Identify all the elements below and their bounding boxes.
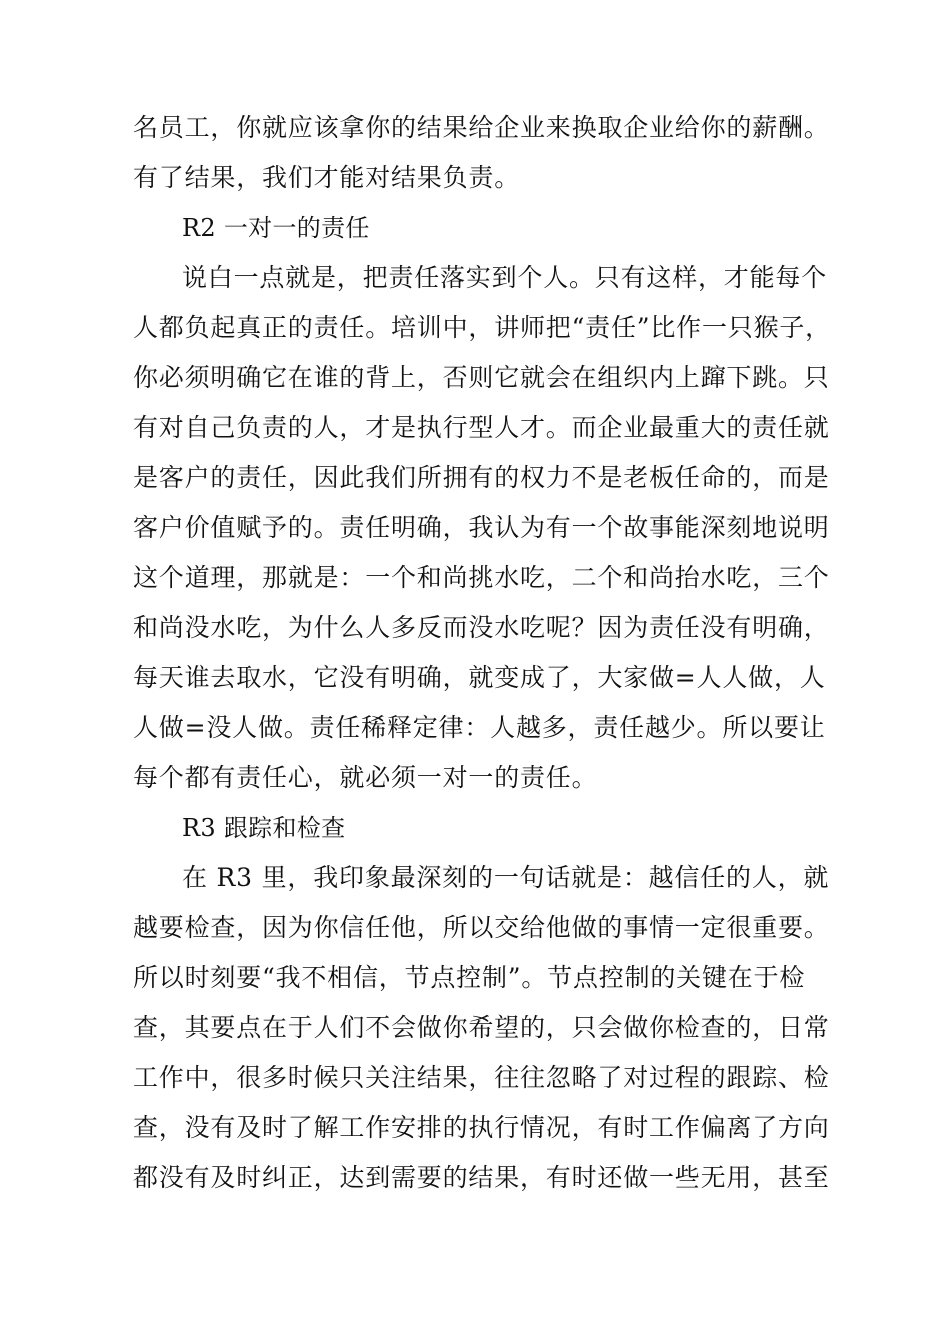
paragraph-2-line-11: 每个都有责任心，就必须一对一的责任。 [133, 763, 598, 792]
paragraph-2-line-3: 你必须明确它在谁的背上，否则它就会在组织内上蹿下跳。只 [133, 363, 830, 392]
section-heading-r2: R2 一对一的责任 [182, 214, 370, 242]
paragraph-3-line-5: 工作中，很多时候只关注结果，往往忽略了对过程的跟踪、检 [133, 1063, 830, 1092]
paragraph-2-line-10: 人做=没人做。责任稀释定律：人越多，责任越少。所以要让 [133, 713, 826, 742]
paragraph-2-line-2: 人都负起真正的责任。培训中，讲师把“责任”比作一只猴子， [133, 313, 831, 342]
section-heading-r3: R3 跟踪和检查 [182, 814, 346, 842]
paragraph-3-line-7: 都没有及时纠正，达到需要的结果，有时还做一些无用，甚至 [133, 1163, 830, 1192]
paragraph-2-line-1: 说白一点就是，把责任落实到个人。只有这样，才能每个 [182, 263, 828, 292]
paragraph-3-line-3: 所以时刻要“我不相信，节点控制”。节点控制的关键在于检 [133, 963, 806, 992]
paragraph-3-line-4: 查，其要点在于人们不会做你希望的，只会做你检查的，日常 [133, 1013, 830, 1042]
paragraph-3-line-6: 查，没有及时了解工作安排的执行情况，有时工作偏离了方向 [133, 1113, 830, 1142]
paragraph-2-line-7: 这个道理，那就是：一个和尚挑水吃，二个和尚抬水吃，三个 [133, 563, 830, 592]
paragraph-2-line-8: 和尚没水吃，为什么人多反而没水吃呢？因为责任没有明确， [133, 613, 830, 642]
paragraph-3-line-1: 在 R3 里，我印象最深刻的一句话就是：越信任的人，就 [182, 863, 830, 892]
paragraph-2-line-5: 是客户的责任，因此我们所拥有的权力不是老板任命的，而是 [133, 463, 830, 492]
paragraph-3-line-2: 越要检查，因为你信任他，所以交给他做的事情一定很重要。 [133, 913, 830, 942]
paragraph-2-line-6: 客户价值赋予的。责任明确，我认为有一个故事能深刻地说明 [133, 513, 830, 542]
paragraph-1-line-2: 有了结果，我们才能对结果负责。 [133, 163, 521, 192]
paragraph-2-line-9: 每天谁去取水，它没有明确，就变成了，大家做=人人做，人 [133, 663, 826, 692]
paragraph-2-line-4: 有对自己负责的人，才是执行型人才。而企业最重大的责任就 [133, 413, 830, 442]
paragraph-1-line-1: 名员工，你就应该拿你的结果给企业来换取企业给你的薪酬。 [133, 113, 830, 142]
